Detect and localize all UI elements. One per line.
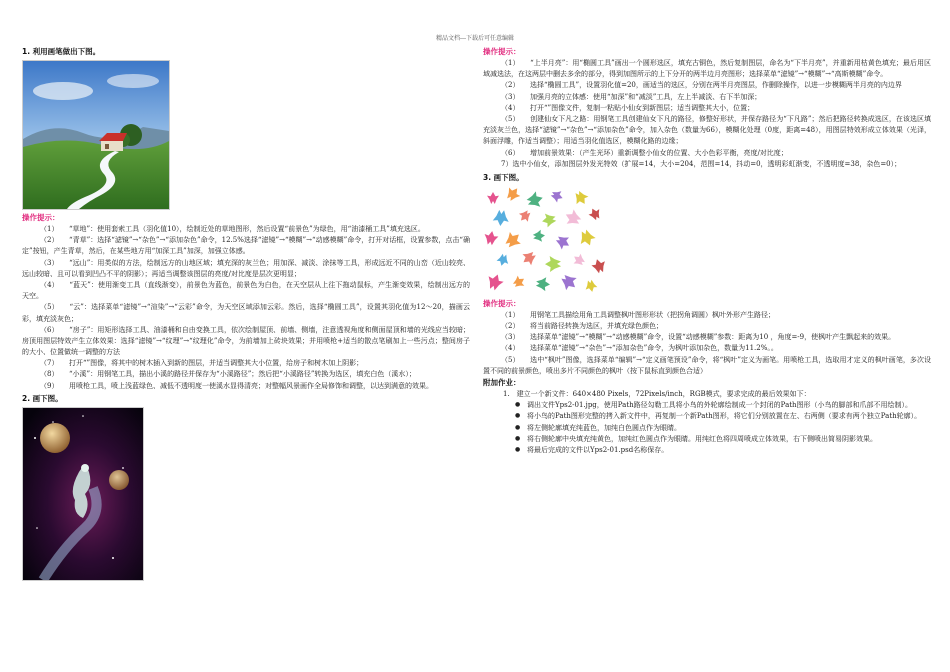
maple-leaf	[590, 257, 607, 274]
extra-bullet-2: ● 将小鸟的Path图形完整的拷入新文件中，再复制一个新Path图形，将它们分别放置在左、右两侧（要求有两个独立Path轮廓）。	[515, 411, 931, 422]
maple-leaf	[502, 229, 525, 252]
maple-leaf	[517, 207, 534, 224]
page-header: 精品文档---下载后可任意编辑	[435, 35, 515, 42]
section2-op-title: 操作提示：	[483, 47, 521, 56]
extra-title: 附加作业：	[483, 378, 521, 387]
maple-leaf	[577, 227, 598, 248]
landscape-image	[22, 60, 170, 210]
section1-step-6: （6） “房子”：用矩形选择工具、油漆桶和自由变换工具，依次绘制屋顶、前墙、侧墙，注意透视角度和侧面屋顶和墙的光线应当较暗；房顶用图层特效产生立体效果：选择“滤镜”→“纹理”→“纹理化”命令，为前墙加上砖块效果；并用喷枪+适当的散点笔刷加上一些污点；整间房子的大小、位置做统一调整的方法	[22, 325, 470, 357]
maple-leaf	[541, 212, 557, 228]
maple-leaf	[545, 256, 561, 272]
maple-leaf	[503, 186, 523, 204]
section1-step-9: （9） 用喷枪工具，喷上浅蓝绿色、减低不透明度一使溪水显得清亮；对整幅风景画作全局修饰和调整，以达到满意的效果。	[40, 381, 433, 390]
section1-step-2: （2） “青草”：选择“滤镜”→“杂色”→“添加杂色”命令，12.5%选择“滤镜”→“模糊”→“动感模糊”命令，打开对话框，设置参数，点击“确定”按钮，产生青草，然后，在某些地方用“加深工具”加深，加强立体感。	[22, 236, 470, 256]
section3-step-4: （4） 选择菜单“滤镜”→“杂色”→“添加杂色”命令，为枫叶添加杂色，数量为11.2%。。	[501, 344, 778, 353]
section1-step-7: （7） 打开“”图像，将其中的树木插入到新的图层，并适当调整其大小位置，给房子和树木加上阴影；	[40, 359, 364, 368]
maple-leaf	[525, 190, 545, 210]
section2-step-2: （2） 选择“椭圆工具”，设置羽化值=20，画适当的选区，分别在两半月亮图层，作删除操作，以进一步模糊两半月亮的内边界	[501, 81, 902, 90]
section1-step-5: （5） “云”：选择菜单“滤镜”→“渲染”→“云彩”命令，为天空区域添加云彩。然后，选择“椭圆工具”，设置其羽化值为12～20，描画云彩，填充淡灰色；	[22, 303, 470, 323]
maple-leaf	[487, 192, 499, 204]
maple-leaf	[492, 209, 509, 226]
maple-leaf	[549, 188, 565, 204]
extra-bullet-list	[483, 400, 931, 456]
extra-intro: 1. 建立一个新文件：640×480 Pixels，72Pixels/inch，RGB模式，要求完成的最后效果如下：	[503, 390, 811, 398]
section2-step-5: （5） 创建仙女下凡之路：用钢笔工具创建仙女下凡的路径，修整好形状，并保存路径为“下凡路”；然后把路径转换成选区，在该选区填充淡灰兰色，选择“滤镜”→“杂色”→“添加杂色”命令，加入杂色（数量为66），模糊化处理（0度，距离=48），用图层特效形成立体效果（光泽，斜面浮雕，作适当调整）；用适当羽化值选区，模糊化路的边缘；	[483, 114, 931, 146]
maple-leaf	[485, 272, 506, 293]
maple-leaf	[571, 188, 590, 207]
section2-step-4: （4） 打开“”图像文件，复制一粘贴小仙女到新图层；适当调整其大小，位置；	[501, 103, 755, 112]
fairy-moon-image	[22, 407, 144, 581]
section2-step-3: （3） 加强月亮的立体感：使用“加深”和“减淡”工具，左上半减淡、右下半加深；	[501, 92, 762, 101]
maple-leaves-image	[483, 186, 609, 296]
section3-title: 3. 画下图。	[483, 172, 524, 182]
section3-step-3: （3） 选择菜单“滤镜”→“模糊”→“动感模糊”命令，设置“动感模糊”参数：距离为10 ，角度=-9，使枫叶产生飘起来的效果。	[501, 333, 896, 342]
section1-step-3: （3） “远山”：用类似的方法，绘制远方的山地区域；填充深的灰兰色；用加深、减淡、涂抹等工具，形成远近不同的山峦（近山较亮、远山较暗、且可以看到凹凸不平的阴影）；再适当调整该图层的亮度/对比度是层次更明显；	[22, 258, 470, 278]
section2-title: 2. 画下图。	[22, 393, 63, 403]
section1-op-title: 操作提示：	[22, 213, 60, 222]
section2-step-6: （6） 增加前景效果：（产生光环）重新调整小仙女的位置、大小色彩平衡，亮度/对比度；	[501, 148, 788, 157]
maple-leaf	[571, 251, 588, 268]
maple-leaf	[562, 207, 583, 228]
maple-leaf	[496, 253, 511, 268]
maple-leaf	[536, 276, 551, 291]
section1-step-1: （1） “草地”：使用套索工具（羽化值10），绘制近处的草地图形，然后设置“前景色”为绿色，用“油漆桶工具”填充选区。	[40, 225, 425, 233]
section1-title: 1. 利用画笔做出下图。	[22, 47, 101, 56]
maple-leaf	[483, 230, 499, 246]
left-column	[22, 46, 470, 581]
section2-step-1: （1） “上半月亮”：用“椭圆工具”画出一个圆形选区，填充古铜色，然后复制图层，命名为“下半月亮”，并重新用枯黄色填充；最后用区域减选法，在这两层中删去多余的部分，得到加图所示的上下分开的两半边月亮图形；选择菜单“滤镜”→“模糊”→“高斯模糊”命令。	[483, 59, 931, 79]
extra-bullet-3: ● 将左侧轮廓填充纯蓝色，加纯白色圆点作为眼睛。	[515, 423, 931, 434]
extra-bullet-4: ● 将右侧轮廓中央填充纯黄色，加纯红色圆点作为眼睛。用纯红色将四周喷成立体效果，右下侧喷出简易阴影效果。	[515, 434, 931, 445]
section3-step-2: （2） 将当前路径转换为选区，并填充绿色颜色；	[501, 322, 663, 331]
maple-leaf	[519, 248, 539, 268]
maple-leaf	[532, 229, 545, 242]
section3-step-5: （5） 选中“枫叶”图像，选择菜单“编辑”→“定义画笔预设”命令，将“枫叶”定义为画笔。用喷枪工具，选取用才定义的枫叶画笔，多次设置不同的前景颜色，喷出多片不同颜色的枫叶（按下鼠标直到颜色合适）	[483, 355, 931, 375]
maple-leaf	[553, 232, 572, 251]
section3-step-1: （1） 用钢笔工具描绘用角工具调整枫叶图形形状（把拐角调圆）枫叶外形产生路径；	[501, 310, 775, 319]
section2-step-7: 7）选中小仙女，添加图层外发光特效（扩展=14，大小=204，范围=14，抖动=0，透明彩虹渐变，不透明度=38，杂色=0）；	[501, 159, 902, 168]
extra-bullet-1: ● 调出文件Yps2-01.jpg，使用Path路径勾勒工具将小鸟的外轮廓绘制成一个封闭的Path图形（小鸟的脚部和爪部不用绘制）。	[515, 400, 931, 411]
maple-leaf	[584, 279, 598, 293]
right-column	[483, 46, 931, 456]
extra-bullet-5: ● 将最后完成的文件以Yps2-01.psd名称保存。	[515, 445, 931, 456]
section1-step-8: （8） “小溪”：用钢笔工具，描出小溪的路径并保存为“小溪路径”；然后把“小溪路径”转换为选区，填充白色（溪水）；	[40, 370, 416, 379]
maple-leaf	[587, 206, 603, 222]
maple-leaf	[558, 271, 581, 294]
section3-op-title: 操作提示：	[483, 298, 521, 308]
section1-step-4: （4） “蓝天”：使用渐变工具（直线渐变），前景色为蓝色，前景色为白色，在天空层从上往下拖动鼠标，产生渐变效果，绘制出远方的天空。	[22, 280, 470, 301]
maple-leaf	[511, 274, 528, 291]
